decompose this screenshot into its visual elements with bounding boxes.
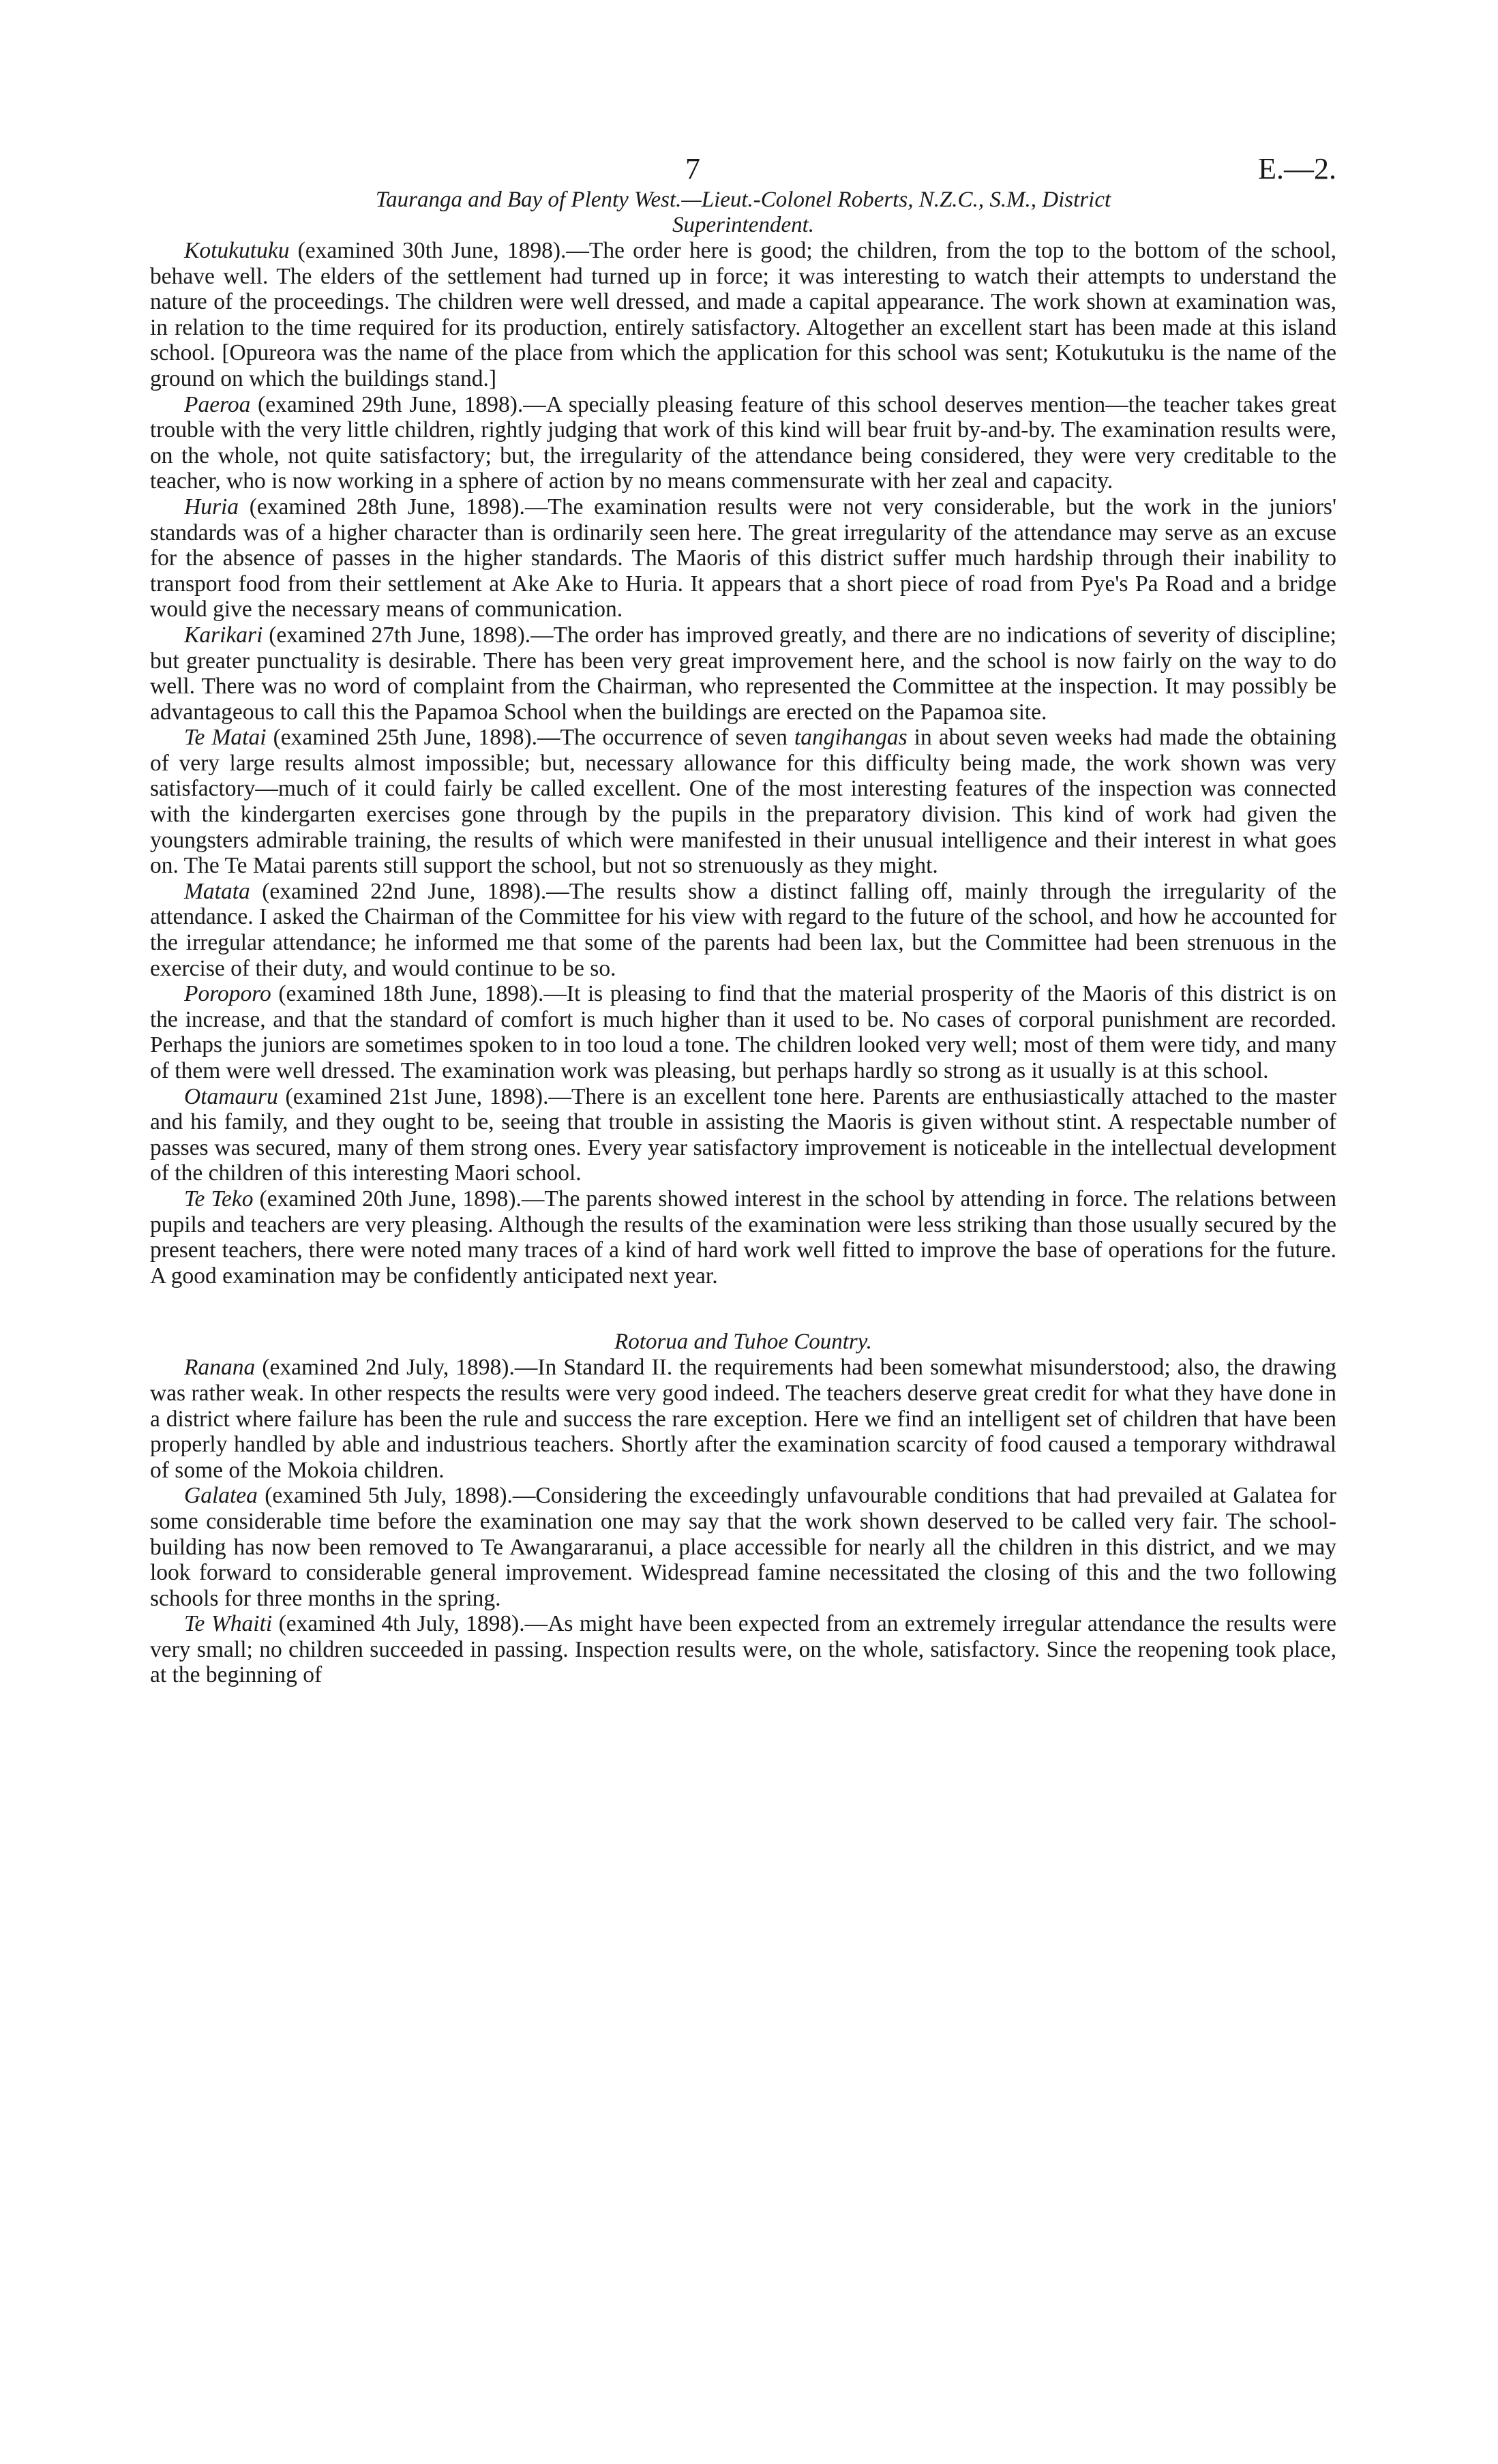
paragraph-karikari — [150, 622, 1336, 725]
paragraph-text: (examined 21st June, 1898).—There is an excellent tone here. Parents are enthusiastically attached to the master and his family, and they ought to be, seeing that trouble in assisting the Maoris is given without stint. A respectable number of passes was secured, many of them strong ones. Every year satisfactory improvement is noticeable in the intellectual development of the children of this interesting Maori school. — [150, 1083, 1336, 1186]
school-name: Te Matai — [184, 725, 267, 751]
section-spacer — [150, 1289, 1336, 1329]
section-heading: Tauranga and Bay of Plenty West.—Lieut.-Colonel Roberts, N.Z.C., S.M., District Superintendent. — [375, 187, 1111, 237]
section-tauranga — [150, 187, 1336, 1289]
paragraph-otamauru — [150, 1084, 1336, 1186]
paragraph-kotukutuku — [150, 238, 1336, 392]
school-name: Otamauru — [184, 1083, 278, 1109]
paragraph-text: (examined 20th June, 1898).—The parents showed interest in the school by attending in force. The relations between pupils and teachers are very pleasing. Although the results of the examination were less striking than those usually secured by the present teachers, there were noted many traces of a kind of hard work well fitted to improve the base of operations for the future. A good examination may be confidently anticipated next year. — [150, 1186, 1337, 1289]
document-page — [150, 0, 1336, 1688]
paragraph-text: (examined 28th June, 1898).—The examination results were not very considerable, but the work in the juniors' standards was of a higher character than is ordinarily seen here. The great irregularity of the attendance may serve as an excuse for the absence of passes in the higher standards. The Maoris of this district suffer much hardship through their inability to transport food from their settlement at Ake Ake to Huria. It appears that a short piece of road from Pye's Pa Road and a bridge would give the necessary means of communication. — [150, 494, 1336, 622]
document-reference: E.—2. — [1258, 152, 1336, 185]
section-rotorua — [150, 1329, 1336, 1688]
page-number: 7 — [685, 152, 700, 185]
paragraph-huria — [150, 494, 1336, 622]
school-name: Te Teko — [184, 1186, 254, 1212]
paragraph-te-whaiti — [150, 1611, 1336, 1688]
paragraph-text: (examined 22nd June, 1898).—The results show a distinct falling off, mainly through the irregularity of the attendance. I asked the Chairman of the Committee for his view with regard to the future of the school, and how he accounted for the irregular attendance; he informed me that some of the parents had been lax, but the Committee had been strenuous in the exercise of their duty, and would continue to be so. — [150, 878, 1336, 981]
paragraph-text: in about seven weeks had made the obtaining of very large results almost impossible; but, necessary allowance for this difficulty being made, the work shown was very satisfactory—much of it could fairly be called excellent. One of the most interesting features of the inspection was connected with the kindergarten exercises gone through by the pupils in the preparatory division. This kind of work had given the youngsters admirable training, the results of which were manifested in their unusual intelligence and their interest in what goes on. The Te Matai parents still support the school, but not so strenuously as they might. — [150, 725, 1336, 879]
paragraph-matata — [150, 879, 1336, 981]
paragraph-text: (examined 4th July, 1898).—As might have been expected from an extremely irregular attendance the results were very small; no children succeeded in passing. Inspection results were, on the whole, satisfactory. Since the reopening took place, at the beginning of — [150, 1611, 1336, 1688]
paragraph-text: (examined 2nd July, 1898).—In Standard II. the requirements had been somewhat misunderstood; also, the drawing was rather weak. In other respects the results were very good indeed. The teachers deserve great credit for what they have done in a district where failure has been the rule and success the rare exception. Here we find an intelligent set of children that have been properly handled by able and industrious teachers. Shortly after the examination scarcity of food caused a temporary withdrawal of some of the Mokoia children. — [150, 1355, 1336, 1483]
school-name: Paeroa — [184, 391, 251, 417]
paragraph-galatea — [150, 1483, 1336, 1611]
school-name: Ranana — [184, 1355, 256, 1381]
school-name: Te Whaiti — [184, 1611, 273, 1637]
emphasis-term: tangihangas — [794, 725, 908, 751]
paragraph-poroporo — [150, 981, 1336, 1083]
paragraph-text: (examined 25th June, 1898).—The occurrence of seven — [266, 725, 794, 751]
paragraph-text: (examined 29th June, 1898).—A specially pleasing feature of this school deserves mention—the teacher takes great trouble with the very little children, rightly judging that work of this kind will bear fruit by-and-by. The examination results were, on the whole, not quite satisfactory; but, the irregularity of the attendance being considered, they were very creditable to the teacher, who is now working in a sphere of action by no means commensurate with her zeal and capacity. — [150, 391, 1336, 494]
paragraph-ranana — [150, 1355, 1336, 1483]
paragraph-te-teko — [150, 1186, 1336, 1289]
school-name: Matata — [184, 878, 250, 904]
school-name: Karikari — [184, 622, 263, 648]
school-name: Poroporo — [184, 981, 271, 1007]
section-heading: Rotorua and Tuhoe Country. — [614, 1329, 872, 1355]
paragraph-text: (examined 30th June, 1898).—The order here is good; the children, from the top to the bottom of the school, behave well. The elders of the settlement had turned up in force; it was interesting to watch their attempts to understand the nature of the proceedings. The children were well dressed, and made a capital appearance. The work shown at examination was, in relation to the time required for its production, entirely satisfactory. Altogether an excellent start has been made at this island school. [Opureora was the name of the place from which the application for this school was sent; Kotukutuku is the name of the ground on which the buildings stand.] — [150, 238, 1336, 391]
page-header — [150, 0, 1336, 187]
school-name: Huria — [184, 494, 239, 520]
school-name: Kotukutuku — [184, 238, 290, 263]
paragraph-text: (examined 5th July, 1898).—Considering the exceedingly unfavourable conditions that had prevailed at Galatea for some considerable time before the examination one may say that the work shown deserved to be called very fair. The school-building has now been removed to Te Awangararanui, a place accessible for nearly all the children in this district, and we may look forward to considerable general improvement. Widespread famine necessitated the closing of this and the two following schools for three months in the spring. — [150, 1483, 1336, 1611]
paragraph-text: (examined 18th June, 1898).—It is pleasing to find that the material prosperity of the Maoris of this district is on the increase, and that the standard of comfort is much higher than it used to be. No cases of corporal punishment are recorded. Perhaps the juniors are sometimes spoken to in too loud a tone. The children looked very well; most of them were tidy, and many of them were well dressed. The examination work was pleasing, but perhaps hardly so strong as it usually is at this school. — [150, 981, 1336, 1083]
paragraph-text: (examined 27th June, 1898).—The order has improved greatly, and there are no indications of severity of discipline; but greater punctuality is desirable. There has been very great improvement here, and the school is now fairly on the way to do well. There was no word of complaint from the Chairman, who represented the Committee at the inspection. It may possibly be advantageous to call this the Papamoa School when the buildings are erected on the Papamoa site. — [150, 622, 1336, 725]
paragraph-te-matai — [150, 725, 1336, 879]
school-name: Galatea — [184, 1483, 258, 1509]
paragraph-paeroa — [150, 392, 1336, 494]
